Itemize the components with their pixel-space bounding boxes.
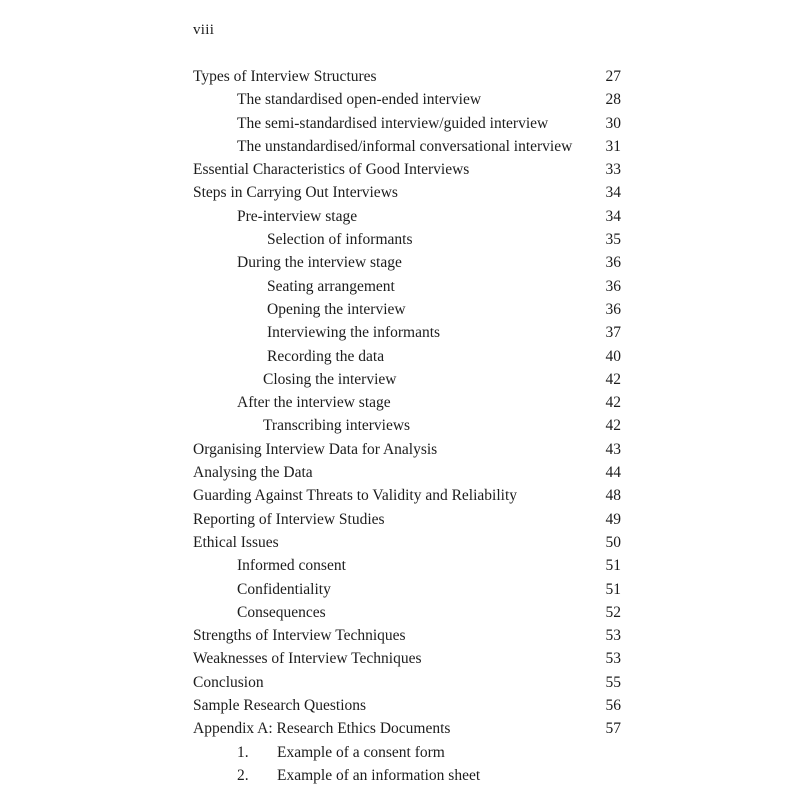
- toc-entry-page-number: 28: [605, 91, 621, 109]
- toc-entry[interactable]: [193, 275, 621, 298]
- toc-entry-title: During the interview stage: [237, 254, 402, 272]
- toc-entry-page-number: 27: [605, 68, 621, 85]
- toc-entry-title: Organising Interview Data for Analysis: [193, 440, 438, 458]
- toc-entry[interactable]: [193, 321, 621, 344]
- toc-entry-title: Appendix A: Research Ethics Documents: [193, 720, 451, 738]
- toc-entry-title: The unstandardised/informal conversational interview: [237, 137, 573, 155]
- toc-entry-title: Pre-interview stage: [237, 207, 358, 225]
- toc-entry-page-number: 52: [605, 603, 621, 621]
- toc-entry-title: Interviewing the informants: [267, 324, 441, 342]
- toc-entry[interactable]: [193, 671, 621, 694]
- toc-entry[interactable]: [193, 112, 621, 135]
- toc-entry-title: Selection of informants: [267, 231, 413, 249]
- toc-entry[interactable]: [193, 484, 621, 507]
- toc-entry-title: Types of Interview Structures: [193, 68, 377, 85]
- toc-entry-title: Informed consent: [237, 557, 346, 575]
- toc-entry-title: Opening the interview: [267, 300, 406, 318]
- toc-entry-page-number: 34: [605, 207, 621, 225]
- toc-entry[interactable]: [193, 694, 621, 717]
- toc-entry-title: After the interview stage: [237, 394, 391, 412]
- toc-entry[interactable]: [193, 65, 621, 88]
- toc-entry-page-number: 48: [605, 487, 621, 505]
- toc-entry-page-number: 43: [605, 440, 621, 458]
- toc-entry[interactable]: [193, 741, 621, 764]
- toc-entry[interactable]: [193, 251, 621, 274]
- toc-entry-title: Guarding Against Threats to Validity and Reliability: [193, 487, 518, 505]
- toc-entry-page-number: 31: [605, 137, 621, 155]
- toc-entry[interactable]: [193, 531, 621, 554]
- toc-entry-page-number: 42: [605, 370, 621, 388]
- toc-entry-title: Closing the interview: [263, 370, 397, 388]
- toc-entry[interactable]: [193, 88, 621, 111]
- toc-entry-page-number: 36: [605, 277, 621, 295]
- toc-entry-page-number: 49: [605, 510, 621, 528]
- toc-entry-page-number: 53: [605, 650, 621, 668]
- toc-entry-page-number: 36: [605, 254, 621, 272]
- toc-entry-title: The standardised open-ended interview: [237, 91, 482, 109]
- table-of-contents: [193, 65, 621, 787]
- toc-entry[interactable]: [193, 601, 621, 624]
- toc-entry[interactable]: [193, 764, 621, 787]
- toc-entry-page-number: 44: [605, 464, 621, 482]
- toc-entry[interactable]: [193, 158, 621, 181]
- toc-entry-page-number: 57: [605, 720, 621, 738]
- toc-entry[interactable]: [193, 414, 621, 437]
- toc-entry-title: Strengths of Interview Techniques: [193, 627, 406, 645]
- page-number: viii: [193, 22, 215, 38]
- toc-entry-page-number: 50: [605, 533, 621, 551]
- toc-entry-page-number: 36: [605, 300, 621, 318]
- toc-entry[interactable]: [193, 624, 621, 647]
- toc-entry[interactable]: [193, 554, 621, 577]
- toc-entry-title: Analysing the Data: [193, 464, 313, 482]
- toc-entry[interactable]: [193, 228, 621, 251]
- toc-entry[interactable]: [193, 205, 621, 228]
- toc-entry-page-number: 34: [605, 184, 621, 202]
- toc-entry-page-number: 51: [605, 557, 621, 575]
- toc-entry-page-number: 55: [605, 673, 621, 691]
- toc-entry-number: 1.: [237, 743, 249, 761]
- toc-entry[interactable]: [193, 717, 621, 740]
- toc-entry[interactable]: [193, 298, 621, 321]
- toc-entry[interactable]: [193, 181, 621, 204]
- toc-entry-title: Example of a consent form: [277, 743, 445, 761]
- toc-entry-page-number: 42: [605, 417, 621, 435]
- toc-entry-title: Recording the data: [267, 347, 385, 365]
- toc-entry-title: Seating arrangement: [267, 277, 395, 295]
- toc-entry-page-number: 33: [605, 161, 621, 179]
- toc-entry-title: Weaknesses of Interview Techniques: [193, 650, 422, 668]
- toc-entry-title: Confidentiality: [237, 580, 331, 598]
- toc-entry-page-number: 40: [605, 347, 621, 365]
- toc-entry-title: Ethical Issues: [193, 533, 279, 551]
- toc-entry-page-number: 53: [605, 627, 621, 645]
- toc-entry-number: 2.: [237, 766, 249, 784]
- toc-entry[interactable]: [193, 438, 621, 461]
- toc-entry-page-number: 30: [605, 114, 621, 132]
- toc-entry[interactable]: [193, 345, 621, 368]
- toc-entry-page-number: 37: [605, 324, 621, 342]
- toc-entry[interactable]: [193, 647, 621, 670]
- toc-entry-title: Reporting of Interview Studies: [193, 510, 385, 528]
- toc-entry-title: Conclusion: [193, 673, 264, 691]
- toc-entry-title: Essential Characteristics of Good Interviews: [193, 161, 470, 179]
- toc-entry-page-number: 56: [605, 697, 621, 715]
- toc-entry-title: Sample Research Questions: [193, 697, 367, 715]
- toc-entry-title: The semi-standardised interview/guided interview: [237, 114, 549, 132]
- toc-entry[interactable]: [193, 578, 621, 601]
- toc-entry-page-number: 51: [605, 580, 621, 598]
- toc-entry-page-number: 35: [605, 231, 621, 249]
- toc-entry[interactable]: [193, 391, 621, 414]
- toc-entry-title: Example of an information sheet: [277, 766, 481, 784]
- toc-entry-title: Transcribing interviews: [263, 417, 411, 435]
- toc-entry[interactable]: [193, 368, 621, 391]
- toc-entry[interactable]: [193, 135, 621, 158]
- toc-entry-page-number: 42: [605, 394, 621, 412]
- toc-entry[interactable]: [193, 461, 621, 484]
- toc-entry[interactable]: [193, 508, 621, 531]
- toc-entry-title: Consequences: [237, 603, 326, 621]
- toc-entry-title: Steps in Carrying Out Interviews: [193, 184, 398, 202]
